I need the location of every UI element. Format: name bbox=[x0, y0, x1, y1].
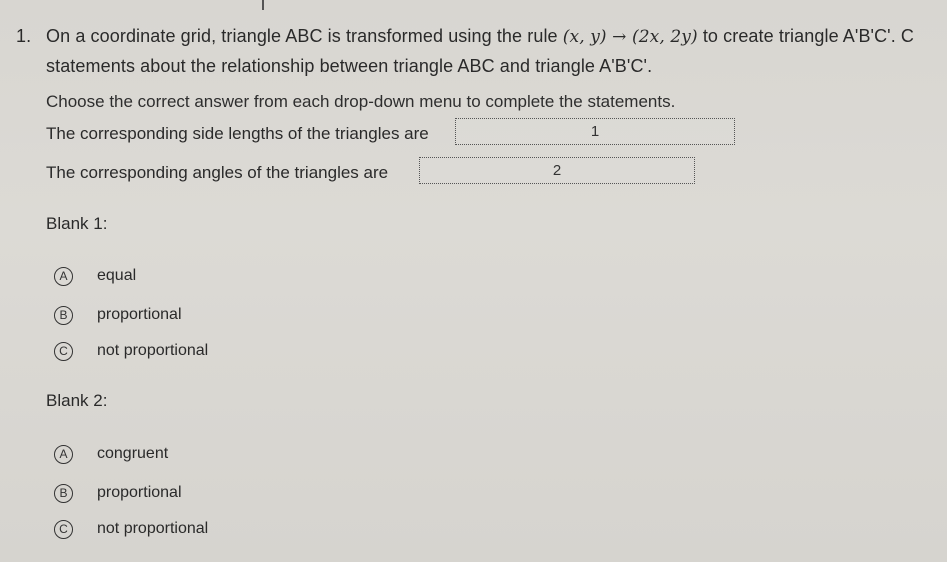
blank-1-option-b[interactable] bbox=[54, 304, 182, 326]
option-text: not proportional bbox=[97, 342, 209, 359]
top-mark bbox=[262, 0, 264, 10]
option-text: congruent bbox=[97, 445, 169, 462]
option-text: proportional bbox=[97, 306, 182, 323]
dropdown-blank-2[interactable]: 2 bbox=[419, 157, 695, 184]
statement-side-lengths: The corresponding side lengths of the triangles are bbox=[46, 124, 429, 143]
instruction-text: Choose the correct answer from each drop-down menu to complete the statements. bbox=[46, 92, 676, 111]
transformation-rule: (x, y) → (2x, 2y) bbox=[562, 27, 698, 47]
blank-1-option-c[interactable] bbox=[54, 340, 208, 362]
blank-1-label: Blank 1: bbox=[46, 214, 108, 233]
question-prefix: On a coordinate grid, triangle ABC is transformed using the rule bbox=[46, 26, 558, 46]
dropdown-blank-1[interactable]: 1 bbox=[455, 118, 735, 145]
option-text: not proportional bbox=[97, 520, 209, 537]
option-letter-circle: B bbox=[54, 306, 73, 325]
option-text: proportional bbox=[97, 484, 182, 501]
option-letter-circle: C bbox=[54, 520, 73, 539]
statement-angles: The corresponding angles of the triangles are bbox=[46, 163, 389, 182]
option-text: equal bbox=[97, 267, 137, 284]
option-letter-circle: C bbox=[54, 342, 73, 361]
question-suffix: to create triangle A'B'C'. C bbox=[702, 26, 915, 46]
option-letter-circle: A bbox=[54, 267, 73, 286]
blank-2-option-b[interactable] bbox=[54, 482, 182, 504]
option-letter-circle: A bbox=[54, 445, 73, 464]
blank-1-option-a[interactable] bbox=[54, 265, 136, 287]
blank-2-option-c[interactable] bbox=[54, 518, 208, 540]
question-line-2: statements about the relationship between triangle ABC and triangle A'B'C'. bbox=[46, 56, 653, 76]
blank-2-option-a[interactable] bbox=[54, 443, 168, 465]
option-letter-circle: B bbox=[54, 484, 73, 503]
blank-2-label: Blank 2: bbox=[46, 391, 108, 410]
question-number: 1. bbox=[16, 26, 32, 46]
question-line-1 bbox=[16, 26, 914, 47]
